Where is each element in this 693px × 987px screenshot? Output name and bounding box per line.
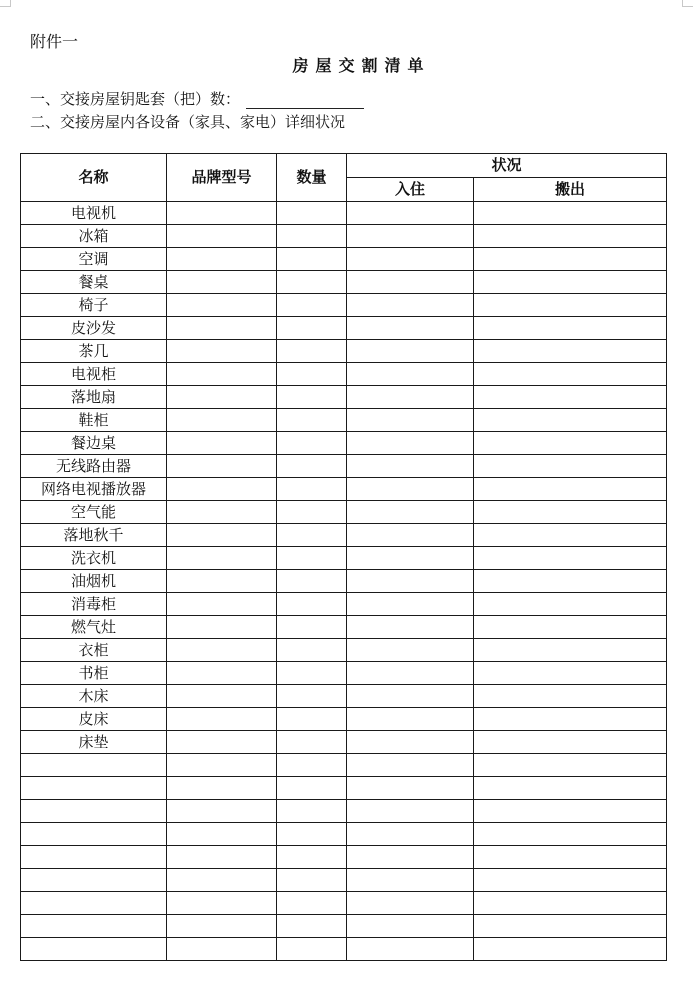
item-move-out-cell[interactable]	[474, 616, 667, 639]
inventory-body	[21, 202, 667, 961]
item-model-cell[interactable]	[167, 386, 277, 409]
item-quantity-cell[interactable]	[277, 639, 347, 662]
item-move-in-cell[interactable]	[347, 501, 474, 524]
item-name-cell: 空气能	[21, 501, 167, 524]
table-row	[21, 685, 667, 708]
item-quantity-cell[interactable]	[277, 225, 347, 248]
item-name-cell	[21, 777, 167, 800]
item-quantity-cell[interactable]	[277, 754, 347, 777]
item-name-cell	[21, 754, 167, 777]
item-move-out-cell[interactable]	[474, 570, 667, 593]
item-move-out-cell[interactable]	[474, 248, 667, 271]
item-move-in-cell[interactable]	[347, 892, 474, 915]
item-name-cell: 衣柜	[21, 639, 167, 662]
item-move-out-cell[interactable]	[474, 777, 667, 800]
page-corner-mark-right	[682, 0, 693, 7]
item-move-in-cell[interactable]	[347, 570, 474, 593]
item-move-in-cell[interactable]	[347, 225, 474, 248]
item-name-cell: 餐边桌	[21, 432, 167, 455]
item-move-in-cell[interactable]	[347, 754, 474, 777]
item-move-in-cell[interactable]	[347, 432, 474, 455]
item-model-cell[interactable]	[167, 248, 277, 271]
table-row	[21, 271, 667, 294]
header-move-in: 入住	[347, 178, 474, 202]
item-model-cell[interactable]	[167, 409, 277, 432]
item-move-in-cell[interactable]	[347, 409, 474, 432]
item-name-cell: 落地秋千	[21, 524, 167, 547]
item-model-cell[interactable]	[167, 294, 277, 317]
item-name-cell: 皮床	[21, 708, 167, 731]
item-quantity-cell[interactable]	[277, 409, 347, 432]
table-row	[21, 363, 667, 386]
table-row	[21, 938, 667, 961]
section-equipment: 二、交接房屋内各设备（家具、家电）详细状况	[30, 113, 346, 131]
item-move-in-cell[interactable]	[347, 455, 474, 478]
item-name-cell: 鞋柜	[21, 409, 167, 432]
item-name-cell: 油烟机	[21, 570, 167, 593]
item-move-in-cell[interactable]	[347, 616, 474, 639]
item-move-out-cell[interactable]	[474, 501, 667, 524]
table-row	[21, 478, 667, 501]
item-name-cell	[21, 915, 167, 938]
item-name-cell	[21, 846, 167, 869]
item-quantity-cell[interactable]	[277, 340, 347, 363]
item-model-cell[interactable]	[167, 777, 277, 800]
item-model-cell[interactable]	[167, 869, 277, 892]
item-move-out-cell[interactable]	[474, 317, 667, 340]
item-quantity-cell[interactable]	[277, 777, 347, 800]
item-move-in-cell[interactable]	[347, 317, 474, 340]
table-row	[21, 616, 667, 639]
item-model-cell[interactable]	[167, 225, 277, 248]
item-model-cell[interactable]	[167, 593, 277, 616]
table-row	[21, 869, 667, 892]
item-move-out-cell[interactable]	[474, 225, 667, 248]
table-row	[21, 915, 667, 938]
item-move-out-cell[interactable]	[474, 754, 667, 777]
table-row	[21, 777, 667, 800]
item-move-in-cell[interactable]	[347, 708, 474, 731]
item-move-in-cell[interactable]	[347, 340, 474, 363]
item-move-out-cell[interactable]	[474, 478, 667, 501]
section-keys-text: 一、交接房屋钥匙套（把）数：	[30, 90, 241, 108]
table-row	[21, 662, 667, 685]
item-quantity-cell[interactable]	[277, 616, 347, 639]
item-move-out-cell[interactable]	[474, 524, 667, 547]
item-move-in-cell[interactable]	[347, 639, 474, 662]
item-model-cell[interactable]	[167, 570, 277, 593]
item-name-cell	[21, 869, 167, 892]
header-quantity: 数量	[277, 154, 347, 202]
table-row	[21, 524, 667, 547]
item-model-cell[interactable]	[167, 892, 277, 915]
item-move-in-cell[interactable]	[347, 731, 474, 754]
item-move-out-cell[interactable]	[474, 731, 667, 754]
item-move-in-cell[interactable]	[347, 846, 474, 869]
item-quantity-cell[interactable]	[277, 846, 347, 869]
item-quantity-cell[interactable]	[277, 593, 347, 616]
item-model-cell[interactable]	[167, 524, 277, 547]
table-row	[21, 593, 667, 616]
item-move-out-cell[interactable]	[474, 202, 667, 225]
item-move-in-cell[interactable]	[347, 593, 474, 616]
item-move-in-cell[interactable]	[347, 800, 474, 823]
item-move-out-cell[interactable]	[474, 823, 667, 846]
item-move-out-cell[interactable]	[474, 294, 667, 317]
item-name-cell: 木床	[21, 685, 167, 708]
item-name-cell	[21, 892, 167, 915]
table-row	[21, 823, 667, 846]
item-quantity-cell[interactable]	[277, 524, 347, 547]
item-model-cell[interactable]	[167, 639, 277, 662]
item-move-in-cell[interactable]	[347, 777, 474, 800]
item-move-in-cell[interactable]	[347, 869, 474, 892]
item-model-cell[interactable]	[167, 432, 277, 455]
item-quantity-cell[interactable]	[277, 823, 347, 846]
table-row	[21, 317, 667, 340]
item-quantity-cell[interactable]	[277, 478, 347, 501]
item-move-out-cell[interactable]	[474, 432, 667, 455]
item-name-cell: 电视机	[21, 202, 167, 225]
table-row	[21, 248, 667, 271]
item-quantity-cell[interactable]	[277, 432, 347, 455]
item-model-cell[interactable]	[167, 478, 277, 501]
item-name-cell: 无线路由器	[21, 455, 167, 478]
item-name-cell: 茶几	[21, 340, 167, 363]
table-row	[21, 708, 667, 731]
item-move-out-cell[interactable]	[474, 340, 667, 363]
item-move-out-cell[interactable]	[474, 708, 667, 731]
item-move-out-cell[interactable]	[474, 386, 667, 409]
item-quantity-cell[interactable]	[277, 386, 347, 409]
item-move-in-cell[interactable]	[347, 685, 474, 708]
item-move-out-cell[interactable]	[474, 892, 667, 915]
item-quantity-cell[interactable]	[277, 915, 347, 938]
item-model-cell[interactable]	[167, 363, 277, 386]
item-model-cell[interactable]	[167, 662, 277, 685]
item-name-cell: 电视柜	[21, 363, 167, 386]
page-corner-mark-left	[0, 0, 11, 7]
table-row	[21, 202, 667, 225]
item-name-cell: 冰箱	[21, 225, 167, 248]
item-model-cell[interactable]	[167, 455, 277, 478]
item-move-out-cell[interactable]	[474, 800, 667, 823]
item-quantity-cell[interactable]	[277, 800, 347, 823]
item-model-cell[interactable]	[167, 317, 277, 340]
item-name-cell: 消毒柜	[21, 593, 167, 616]
item-model-cell[interactable]	[167, 271, 277, 294]
item-quantity-cell[interactable]	[277, 501, 347, 524]
item-model-cell[interactable]	[167, 685, 277, 708]
item-move-in-cell[interactable]	[347, 271, 474, 294]
item-move-out-cell[interactable]	[474, 938, 667, 961]
item-move-out-cell[interactable]	[474, 363, 667, 386]
section-keys	[30, 89, 364, 109]
item-model-cell[interactable]	[167, 202, 277, 225]
table-row	[21, 731, 667, 754]
item-quantity-cell[interactable]	[277, 317, 347, 340]
table-row	[21, 294, 667, 317]
item-move-in-cell[interactable]	[347, 524, 474, 547]
item-model-cell[interactable]	[167, 708, 277, 731]
item-name-cell: 网络电视播放器	[21, 478, 167, 501]
table-header-row	[21, 154, 667, 178]
table-row	[21, 547, 667, 570]
item-move-out-cell[interactable]	[474, 662, 667, 685]
item-move-in-cell[interactable]	[347, 478, 474, 501]
item-move-in-cell[interactable]	[347, 294, 474, 317]
item-quantity-cell[interactable]	[277, 708, 347, 731]
item-move-in-cell[interactable]	[347, 915, 474, 938]
item-name-cell: 燃气灶	[21, 616, 167, 639]
item-quantity-cell[interactable]	[277, 570, 347, 593]
item-name-cell	[21, 938, 167, 961]
item-model-cell[interactable]	[167, 915, 277, 938]
item-name-cell	[21, 800, 167, 823]
inventory-table	[20, 153, 667, 961]
table-row	[21, 340, 667, 363]
item-quantity-cell[interactable]	[277, 455, 347, 478]
item-move-out-cell[interactable]	[474, 271, 667, 294]
item-move-in-cell[interactable]	[347, 386, 474, 409]
item-model-cell[interactable]	[167, 754, 277, 777]
item-quantity-cell[interactable]	[277, 547, 347, 570]
table-row	[21, 846, 667, 869]
item-quantity-cell[interactable]	[277, 363, 347, 386]
header-model: 品牌型号	[167, 154, 277, 202]
table-row	[21, 800, 667, 823]
item-model-cell[interactable]	[167, 846, 277, 869]
item-quantity-cell[interactable]	[277, 869, 347, 892]
item-model-cell[interactable]	[167, 501, 277, 524]
item-move-out-cell[interactable]	[474, 593, 667, 616]
item-move-out-cell[interactable]	[474, 455, 667, 478]
item-quantity-cell[interactable]	[277, 271, 347, 294]
attachment-label: 附件一	[30, 32, 79, 51]
item-name-cell	[21, 823, 167, 846]
item-move-in-cell[interactable]	[347, 202, 474, 225]
document-title: 房屋交割清单	[292, 56, 431, 75]
item-move-in-cell[interactable]	[347, 662, 474, 685]
table-row	[21, 501, 667, 524]
item-quantity-cell[interactable]	[277, 892, 347, 915]
item-move-out-cell[interactable]	[474, 685, 667, 708]
item-quantity-cell[interactable]	[277, 202, 347, 225]
item-move-in-cell[interactable]	[347, 547, 474, 570]
item-model-cell[interactable]	[167, 938, 277, 961]
item-move-out-cell[interactable]	[474, 639, 667, 662]
item-quantity-cell[interactable]	[277, 731, 347, 754]
table-row	[21, 455, 667, 478]
item-quantity-cell[interactable]	[277, 685, 347, 708]
header-name: 名称	[21, 154, 167, 202]
item-model-cell[interactable]	[167, 340, 277, 363]
item-quantity-cell[interactable]	[277, 662, 347, 685]
item-model-cell[interactable]	[167, 547, 277, 570]
item-quantity-cell[interactable]	[277, 248, 347, 271]
item-model-cell[interactable]	[167, 616, 277, 639]
table-row	[21, 386, 667, 409]
item-move-out-cell[interactable]	[474, 915, 667, 938]
item-name-cell: 书柜	[21, 662, 167, 685]
item-move-in-cell[interactable]	[347, 248, 474, 271]
table-row	[21, 225, 667, 248]
table-row	[21, 892, 667, 915]
table-row	[21, 432, 667, 455]
keys-count-blank[interactable]	[246, 92, 364, 109]
table-row	[21, 754, 667, 777]
item-name-cell: 洗衣机	[21, 547, 167, 570]
item-move-out-cell[interactable]	[474, 869, 667, 892]
header-condition: 状况	[347, 154, 667, 178]
item-name-cell: 空调	[21, 248, 167, 271]
item-model-cell[interactable]	[167, 731, 277, 754]
item-move-out-cell[interactable]	[474, 547, 667, 570]
item-name-cell: 床垫	[21, 731, 167, 754]
item-quantity-cell[interactable]	[277, 294, 347, 317]
table-row	[21, 639, 667, 662]
item-name-cell: 椅子	[21, 294, 167, 317]
item-quantity-cell[interactable]	[277, 938, 347, 961]
item-move-in-cell[interactable]	[347, 823, 474, 846]
item-name-cell: 餐桌	[21, 271, 167, 294]
item-model-cell[interactable]	[167, 800, 277, 823]
item-name-cell: 皮沙发	[21, 317, 167, 340]
item-model-cell[interactable]	[167, 823, 277, 846]
table-row	[21, 570, 667, 593]
item-move-out-cell[interactable]	[474, 409, 667, 432]
table-row	[21, 409, 667, 432]
item-move-out-cell[interactable]	[474, 846, 667, 869]
item-move-in-cell[interactable]	[347, 938, 474, 961]
item-name-cell: 落地扇	[21, 386, 167, 409]
header-move-out: 搬出	[474, 178, 667, 202]
item-move-in-cell[interactable]	[347, 363, 474, 386]
